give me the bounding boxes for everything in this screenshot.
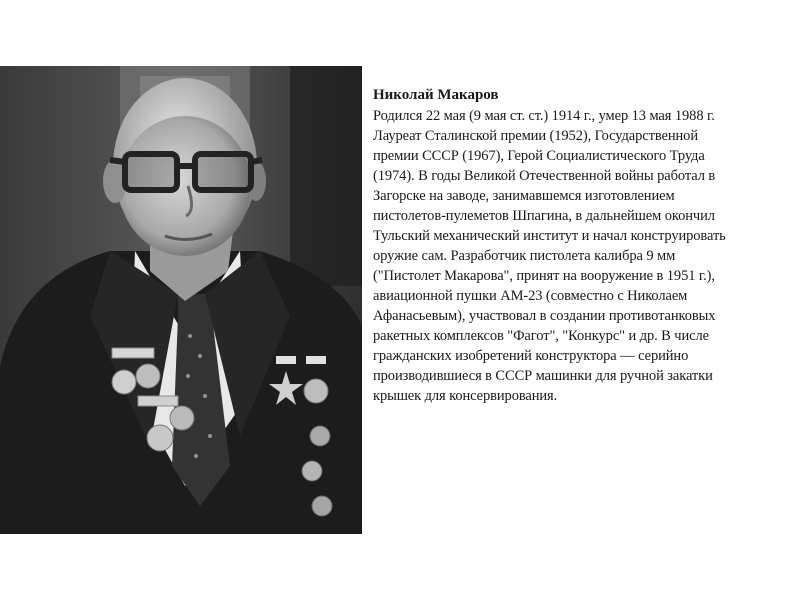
bio-text-line: авиационной пушки АМ-23 (совместно с Николаем [373,288,688,304]
bio-text-line: гражданских изобретений конструктора — серийно [373,348,689,364]
bio-text-line: Лауреат Сталинской премии (1952), Государственной [373,128,698,144]
bio-text-line: крышек для консервирования. [373,388,558,404]
bio-text-line: оружие сам. Разработчик пистолета калибра 9 мм [373,248,676,264]
bio-text-line: Родился 22 мая (9 мая ст. ст.) 1914 г., умер 13 мая 1988 г. [373,108,715,124]
biography-block [373,86,788,406]
bio-text-line: пистолетов-пулеметов Шпагина, в дальнейшем окончил [373,208,715,224]
bio-text-line: ракетных комплексов "Фагот", "Конкурс" и др. В числе [373,328,709,344]
person-name: Николай Макаров [373,87,499,103]
bio-text-line: (1974). В годы Великой Отечественной войны работал в [373,168,716,184]
bio-text-line: премии СССР (1967), Герой Социалистического Труда [373,148,705,164]
bio-text-line: Афанасьевым), участвовал в создании противотанковых [373,308,716,324]
bio-text-line: ("Пистолет Макарова", принят на вооружение в 1951 г.), [373,268,715,284]
portrait-photo [0,66,362,534]
bio-text-line: Тульский механический институт и начал конструировать [373,228,726,244]
bio-text-line: производившиеся в СССР машинки для ручной закатки [373,368,713,384]
bio-text-line: Загорске на заводе, занимавшемся изготовлением [373,188,675,204]
